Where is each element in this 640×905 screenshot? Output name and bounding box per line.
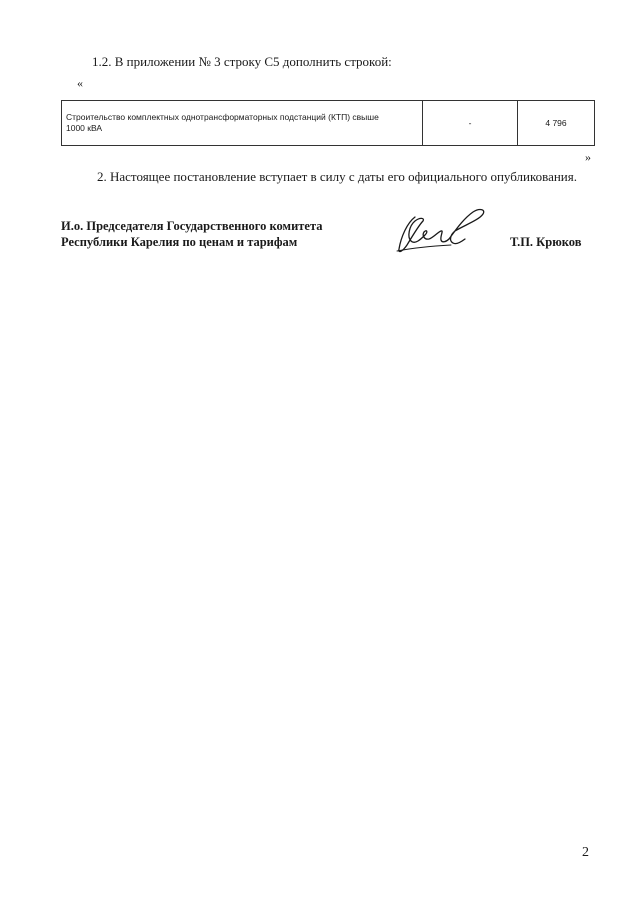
amendment-paragraph-1: 1.2. В приложении № 3 строку С5 дополнить строкой: [92, 54, 392, 69]
signer-title-line-2: Республики Карелия по ценам и тарифам [61, 235, 298, 249]
amendment-paragraph-2: 2. Настоящее постановление вступает в силу с даты его официального опубликования. [97, 169, 577, 184]
amendment-table [61, 100, 595, 146]
handwritten-signature [393, 205, 488, 257]
table-cell-column-3: 4 796 [518, 101, 595, 146]
table-row [62, 101, 595, 146]
page-number: 2 [582, 845, 589, 860]
signer-title-line-1: И.о. Председателя Государственного комитета [61, 219, 323, 233]
description-line-1: Строительство комплектных однотрансформаторных подстанций (КТП) свыше [66, 112, 379, 122]
table-cell-column-2: - [423, 101, 518, 146]
table-cell-description [62, 101, 423, 146]
opening-quote: « [77, 76, 83, 90]
closing-quote: » [585, 150, 591, 164]
description-line-2: 1000 кВА [66, 123, 103, 133]
signer-title [61, 218, 323, 250]
signer-name: Т.П. Крюков [510, 235, 582, 249]
